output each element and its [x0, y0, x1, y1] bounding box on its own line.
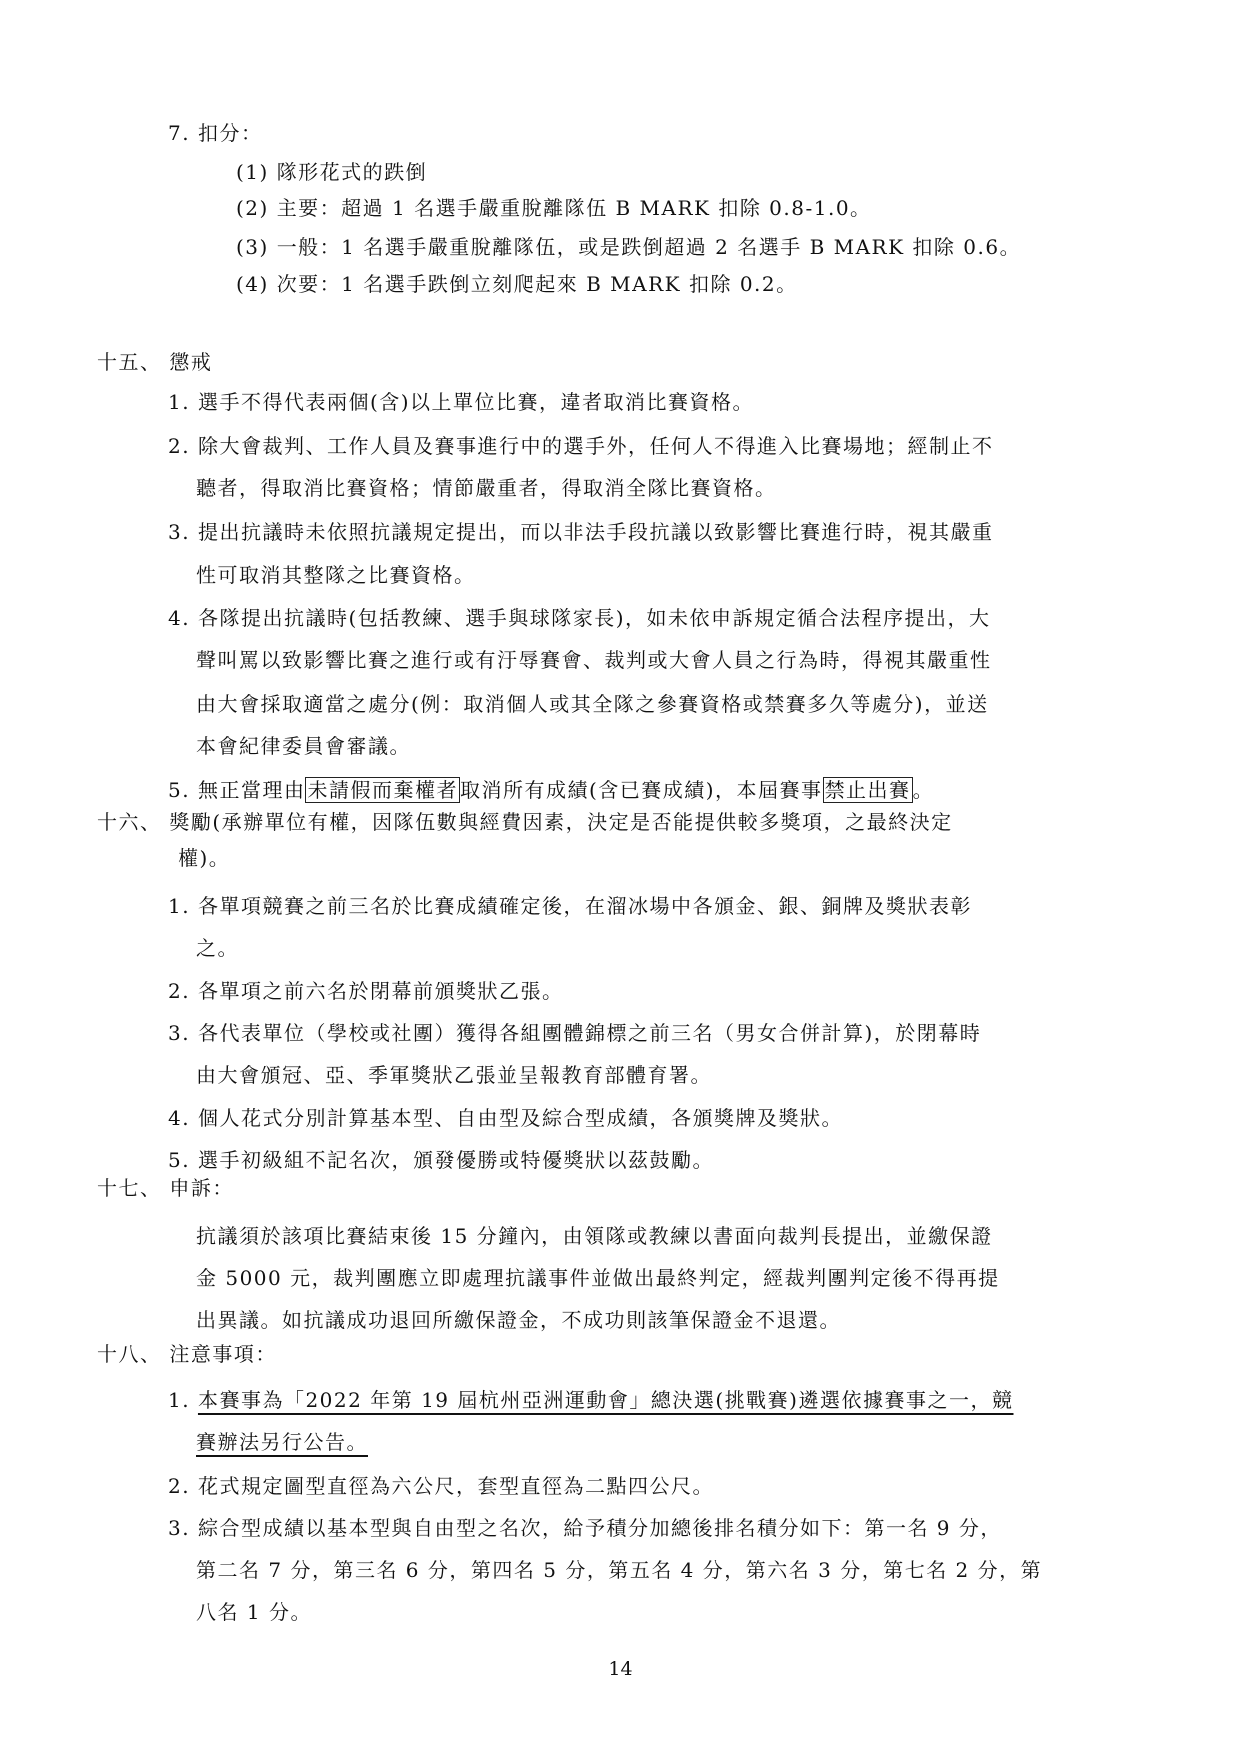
s15-item-3-cont: 性可取消其整隊之比賽資格。	[196, 563, 476, 587]
deduction-sub-1: (1) 隊形花式的跌倒	[236, 160, 428, 184]
boxed-phrase-ban: 禁止出賽	[824, 778, 911, 802]
section-17-heading: 十七、 申訴：	[97, 1176, 234, 1200]
s15-item-5-part3: 。	[912, 778, 935, 802]
s18-item-3: 3. 綜合型成績以基本型與自由型之名次，給予積分加總後排名積分如下：第一名 9 分，	[168, 1516, 1002, 1540]
s15-item-1: 1. 選手不得代表兩個(含)以上單位比賽，違者取消比賽資格。	[168, 390, 755, 414]
item-7-deduction: 7. 扣分：	[168, 121, 263, 145]
s17-body-3: 出異議。如抗議成功退回所繳保證金，不成功則該筆保證金不退還。	[196, 1308, 841, 1332]
deduction-sub-3: (3) 一般：1 名選手嚴重脫離隊伍，或是跌倒超過 2 名選手 B MARK 扣除 0.6。	[236, 235, 1022, 259]
s15-item-5-part1: 5. 無正當理由	[168, 778, 306, 802]
s15-item-4-cont2: 由大會採取適當之處分(例：取消個人或其全隊之參賽資格或禁賽多久等處分)，並送	[196, 692, 989, 716]
s17-body-2: 金 5000 元，裁判團應立即處理抗議事件並做出最終判定，經裁判團判定後不得再提	[196, 1266, 1000, 1290]
boxed-phrase-forfeit: 未請假而棄權者	[307, 778, 458, 802]
section-16-heading-cont: 權)。	[178, 846, 231, 870]
section-16-heading: 十六、 獎勵(承辦單位有權，因隊伍數與經費因素，決定是否能提供較多獎項，之最終決定	[97, 810, 953, 834]
s18-item-1-underlined: 本賽事為「2022 年第 19 屆杭州亞洲運動會」總決選(挑戰賽)遴選依據賽事之一，競	[197, 1388, 1014, 1412]
s18-item-1-cont-underlined: 賽辦法另行公告。	[196, 1430, 368, 1454]
s16-item-1-cont: 之。	[196, 936, 239, 960]
deduction-sub-4: (4) 次要：1 名選手跌倒立刻爬起來 B MARK 扣除 0.2。	[236, 272, 798, 296]
s15-item-2: 2. 除大會裁判、工作人員及賽事進行中的選手外，任何人不得進入比賽場地；經制止不	[168, 434, 994, 458]
s15-item-5	[168, 776, 934, 804]
s15-item-4-cont3: 本會紀律委員會審議。	[196, 734, 411, 758]
s18-item-1-num: 1.	[168, 1388, 198, 1412]
s15-item-2-cont: 聽者，得取消比賽資格；情節嚴重者，得取消全隊比賽資格。	[196, 476, 777, 500]
s15-item-4-cont1: 聲叫罵以致影響比賽之進行或有汙辱賽會、裁判或大會人員之行為時，得視其嚴重性	[196, 648, 992, 672]
s18-item-1-cont	[196, 1428, 368, 1456]
s18-item-1	[168, 1386, 1013, 1414]
section-18-heading: 十八、 注意事項：	[97, 1342, 277, 1366]
s16-item-3-cont: 由大會頒冠、亞、季軍獎狀乙張並呈報教育部體育署。	[196, 1063, 712, 1087]
s18-item-3-cont2: 八名 1 分。	[196, 1600, 312, 1624]
s15-item-3: 3. 提出抗議時未依照抗議規定提出，而以非法手段抗議以致影響比賽進行時，視其嚴重	[168, 520, 994, 544]
s16-item-4: 4. 個人花式分別計算基本型、自由型及綜合型成績，各頒獎牌及獎狀。	[168, 1106, 843, 1130]
s16-item-5: 5. 選手初級組不記名次，頒發優勝或特優獎狀以茲鼓勵。	[168, 1148, 714, 1172]
s16-item-3: 3. 各代表單位（學校或社團）獲得各組團體錦標之前三名（男女合併計算)，於閉幕時	[168, 1021, 982, 1045]
s17-body-1: 抗議須於該項比賽結束後 15 分鐘內，由領隊或教練以書面向裁判長提出，並繳保證	[196, 1224, 993, 1248]
deduction-sub-2: (2) 主要：超過 1 名選手嚴重脫離隊伍 B MARK 扣除 0.8-1.0。	[236, 196, 872, 220]
s16-item-1: 1. 各單項競賽之前三名於比賽成績確定後，在溜冰場中各頒金、銀、銅牌及獎狀表彰	[168, 894, 972, 918]
s18-item-3-cont1: 第二名 7 分，第三名 6 分，第四名 5 分，第五名 4 分，第六名 3 分，第七名 2 分，第	[196, 1558, 1043, 1582]
page-number: 14	[608, 1658, 633, 1680]
s16-item-2: 2. 各單項之前六名於閉幕前頒獎狀乙張。	[168, 979, 564, 1003]
s15-item-5-part2: 取消所有成績(含已賽成績)，本屆賽事	[459, 778, 823, 802]
s15-item-4: 4. 各隊提出抗議時(包括教練、選手與球隊家長)，如未依申訴規定循合法程序提出，大	[168, 606, 991, 630]
s18-item-2: 2. 花式規定圖型直徑為六公尺，套型直徑為二點四公尺。	[168, 1474, 714, 1498]
section-15-heading: 十五、 懲戒	[97, 350, 213, 374]
